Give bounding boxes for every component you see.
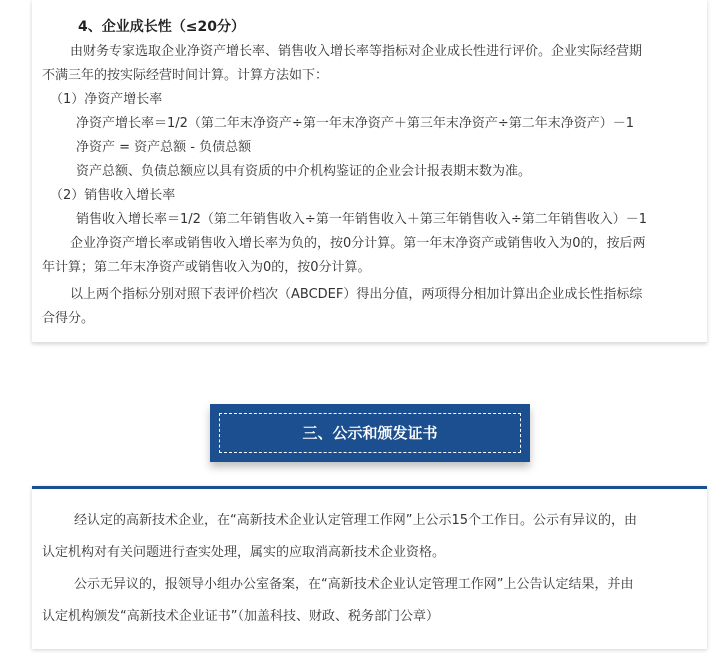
item-2-formula: 销售收入增长率＝1/2（第二年销售收入÷第一年销售收入＋第三年销售收入÷第二年销售收入）－1 bbox=[76, 212, 647, 227]
publicity-paragraph-2-line-2: 认定机构颁发“高新技术企业证书”（加盖科技、财政、税务部门公章） bbox=[42, 609, 439, 624]
intro-text-line-1: 由财务专家选取企业净资产增长率、销售收入增长率等指标对企业成长性进行评价。企业实际经营期 bbox=[70, 44, 643, 59]
item-1-definition: 净资产 = 资产总额 - 负债总额 bbox=[76, 140, 252, 155]
publicity-paragraph-1-line-1: 经认定的高新技术企业，在“高新技术企业认定管理工作网”上公示15个工作日。公示有异议的，由 bbox=[74, 513, 638, 528]
scoring-line-1: 以上两个指标分别对照下表评价档次（ABCDEF）得出分值，两项得分相加计算出企业成长性指标综 bbox=[70, 287, 643, 302]
item-2-title: （2）销售收入增长率 bbox=[50, 188, 176, 203]
item-1-note: 资产总额、负债总额应以具有资质的中介机构鉴证的企业会计报表期末数为准。 bbox=[76, 164, 532, 179]
item-1-formula: 净资产增长率＝1/2（第二年末净资产÷第一年末净资产＋第三年末净资产÷第二年末净资产）－1 bbox=[76, 116, 634, 131]
section-heading: 4、企业成长性（≤20分） bbox=[78, 19, 245, 35]
negative-rule-line-1: 企业净资产增长率或销售收入增长率为负的，按0分计算。第一年末净资产或销售收入为0的，按后两 bbox=[70, 236, 646, 251]
publicity-card bbox=[32, 486, 707, 649]
section-title-banner bbox=[210, 404, 530, 462]
section-title: 三、公示和颁发证书 bbox=[219, 413, 521, 453]
growth-criteria-card bbox=[32, 0, 707, 343]
publicity-paragraph-2-line-1: 公示无异议的，报领导小组办公室备案，在“高新技术企业认定管理工作网”上公告认定结果，并由 bbox=[74, 577, 634, 592]
publicity-paragraph-1-line-2: 认定机构对有关问题进行查实处理，属实的应取消高新技术企业资格。 bbox=[42, 545, 446, 560]
intro-text-line-2: 不满三年的按实际经营时间计算。计算方法如下： bbox=[42, 68, 329, 83]
item-1-title: （1）净资产增长率 bbox=[50, 92, 163, 107]
negative-rule-line-2: 年计算；第二年末净资产或销售收入为0的，按0分计算。 bbox=[42, 260, 371, 275]
scoring-line-2: 合得分。 bbox=[42, 311, 95, 326]
